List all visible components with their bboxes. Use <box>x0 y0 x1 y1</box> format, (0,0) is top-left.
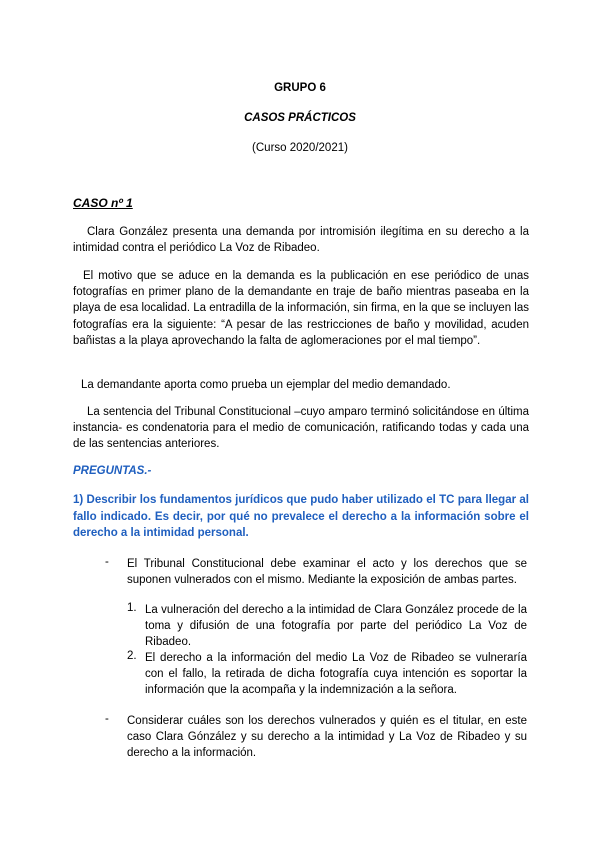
group-heading: GRUPO 6 <box>274 82 326 94</box>
numbered-marker-2: 2. <box>127 650 137 662</box>
bullet-marker: - <box>105 556 109 568</box>
case-paragraph-3: La demandante aporta como prueba un ejemplar del medio demandado. <box>81 379 451 391</box>
case-paragraph-4: La sentencia del Tribunal Constitucional –cuyo amparo terminó solicitándose en última instancia- es condenatoria para el medio de comunicación, ratificando todas y cada una de las sentencias anteriores. <box>73 406 529 451</box>
case-title: CASO nº 1 <box>73 196 133 210</box>
case-paragraph-1: Clara González presenta una demanda por intromisión ilegítima en su derecho a la intimidad contra el periódico La Voz de Ribadeo. <box>73 226 529 255</box>
bullet-item-1: El Tribunal Constitucional debe examinar el acto y los derechos que se suponen vulnerados con el mismo. Mediante la exposición de ambas partes. <box>127 558 527 587</box>
document-subtitle: CASOS PRÁCTICOS <box>244 112 356 124</box>
bullet-item-2: Considerar cuáles son los derechos vulnerados y quién es el titular, en este caso Clara Gónzález y su derecho a la intimidad y La Voz de Ribadeo y su derecho a la información. <box>127 715 527 760</box>
question-1: 1) Describir los fundamentos jurídicos que pudo haber utilizado el TC para llegar al fallo indicado. Es decir, por qué no prevalece el derecho a la información sobre el derecho a la intimidad personal. <box>73 494 529 539</box>
case-paragraph-2: El motivo que se aduce en la demanda es la publicación en ese periódico de unas fotografías en primer plano de la demandante en traje de baño mientras paseaba en la playa de esa localidad. La entradilla de la información, sin firma, en la que se incluyen las fotografías era la siguiente: “A pesar de las restricciones de baño y movilidad, acuden bañistas a la playa aprovechando la falta de aglomeraciones por el mal tiempo”. <box>73 270 529 347</box>
course-year: (Curso 2020/2021) <box>252 142 348 154</box>
numbered-item-2: El derecho a la información del medio La Voz de Ribadeo se vulneraría con el fallo, la retirada de dicha fotografía cuya intención es soportar la información que la acompaña y la indemnización a la señora. <box>145 652 527 697</box>
bullet-marker: - <box>105 713 109 725</box>
numbered-item-1: La vulneración del derecho a la intimidad de Clara González procede de la toma y difusión de una fotografía por parte del periódico La Voz de Ribadeo. <box>145 604 527 649</box>
numbered-marker-1: 1. <box>127 602 137 614</box>
questions-heading: PREGUNTAS.- <box>73 465 152 477</box>
